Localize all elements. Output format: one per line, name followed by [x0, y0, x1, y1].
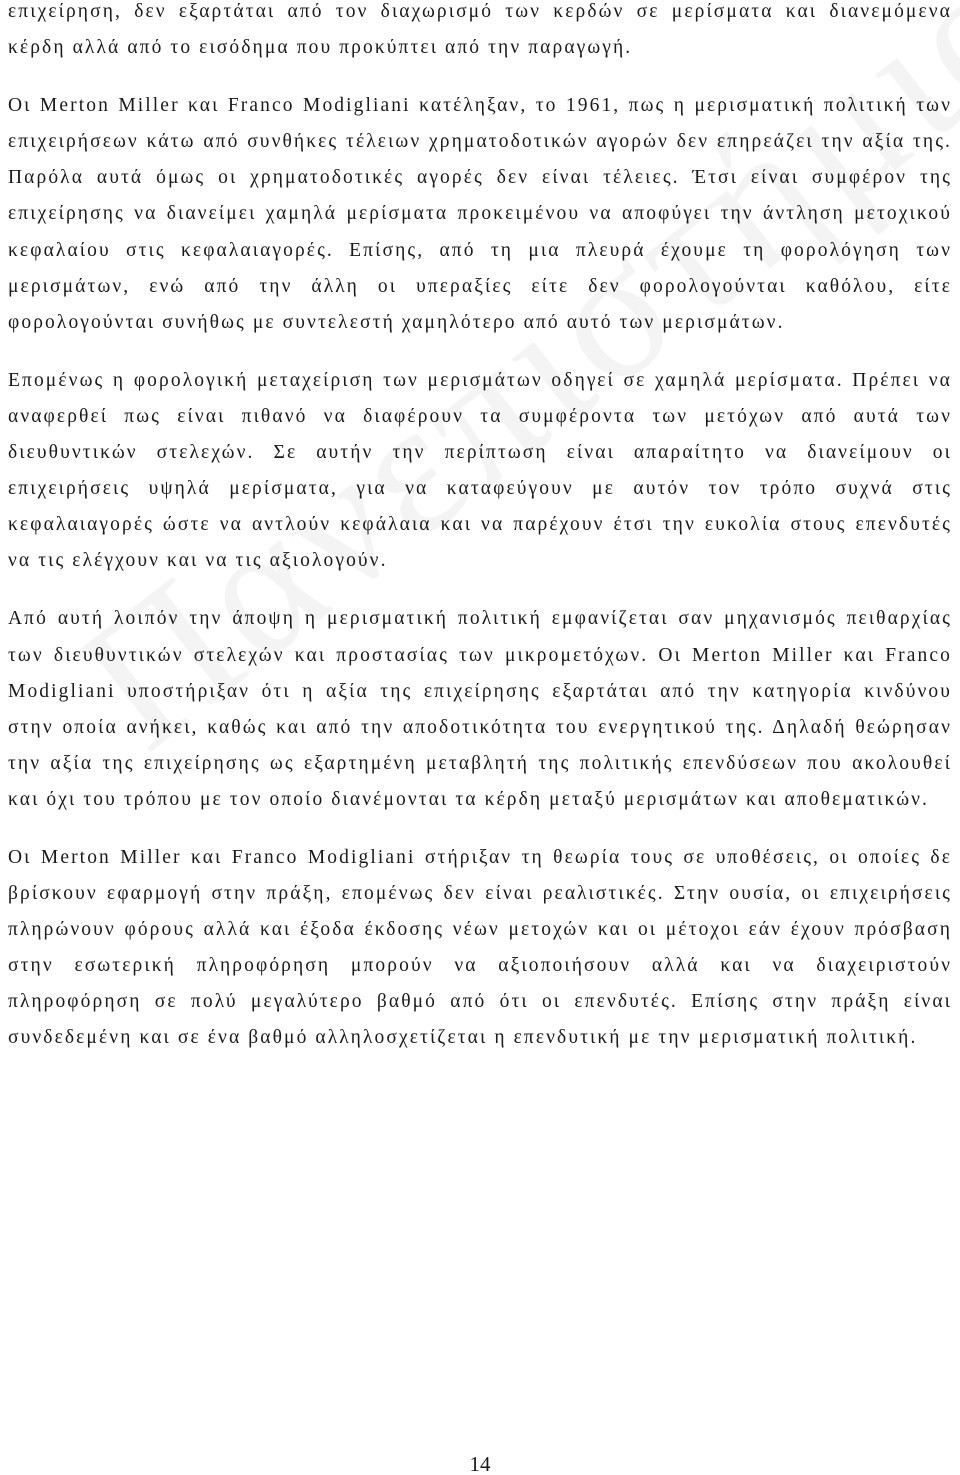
- paragraph-5: Οι Merton Miller και Franco Modigliani στήριξαν τη θεωρία τους σε υποθέσεις, οι οποίες δε βρίσκουν εφαρμογή στην πράξη, επομένως δεν είναι ρεαλιστικές. Στην ουσία, οι επιχειρήσεις πληρώνουν φόρους αλλά και έξοδα έκδοσης νέων μετοχών και οι μέτοχοι εάν έχουν πρόσβαση στην εσωτερική πληροφόρηση μπορούν να αξιοποιήσουν αλλά και να διαχειριστούν πληροφόρηση σε πολύ μεγαλύτερο βαθμό από ότι οι επενδυτές. Επίσης στην πράξη είναι συνδεδεμένη και σε ένα βαθμό αλληλοσχετίζεται η επενδυτική με την μερισματική πολιτική.: [8, 846, 952, 1049]
- paragraph-2: Οι Merton Miller και Franco Modigliani κατέληξαν, το 1961, πως η μερισματική πολιτική των επιχειρήσεων κάτω από συνθήκες τέλειων χρηματοδοτικών αγορών δεν επηρεάζει την αξία της. Παρόλα αυτά όμως οι χρηματοδοτικές αγορές δεν είναι τέλειες. Έτσι είναι συμφέρον της επιχείρησης να διανείμει χαμηλά μερίσματα προκειμένου να αποφύγει την άντληση μετοχικού κεφαλαίου στις κεφαλαιαγορές. Επίσης, από τη μια πλευρά έχουμε τη φορολόγηση των μερισμάτων, ενώ από την άλλη οι υπεραξίες είτε δεν φορολογούνται καθόλου, είτε φορολογούνται συνήθως με συντελεστή χαμηλότερο από αυτό των μερισμάτων.: [8, 95, 952, 333]
- page-number: 14: [469, 1452, 491, 1475]
- document-body: [8, 0, 952, 1057]
- paragraph-1: επιχείρηση, δεν εξαρτάται από τον διαχωρισμό των κερδών σε μερίσματα και διανεμόμενα κέρδη αλλά από το εισόδημα που προκύπτει από την παραγωγή.: [8, 1, 952, 59]
- paragraph-4: Από αυτή λοιπόν την άποψη η μερισματική πολιτική εμφανίζεται σαν μηχανισμός πειθαρχίας των διευθυντικών στελεχών και προστασίας των μικρομετόχων. Οι Merton Miller και Franco Modigliani υποστήριξαν ότι η αξία της επιχείρησης εξαρτάται από την κατηγορία κινδύνου στην οποία ανήκει, καθώς και από την αποδοτικότητα του ενεργητικού της. Δηλαδή θεώρησαν την αξία της επιχείρησης ως εξαρτημένη μεταβλητή της πολιτικής επενδύσεων που ακολουθεί και όχι του τρόπου με τον οποίο διανέμονται τα κέρδη μεταξύ μερισμάτων και αποθεματικών.: [8, 608, 952, 810]
- paragraph-3: Επομένως η φορολογική μεταχείριση των μερισμάτων οδηγεί σε χαμηλά μερίσματα. Πρέπει να αναφερθεί πως είναι πιθανό να διαφέρουν τα συμφέροντα των μετόχων από αυτά των διευθυντικών στελεχών. Σε αυτήν την περίπτωση είναι απαραίτητο να διανείμουν οι επιχειρήσεις υψηλά μερίσματα, για να καταφεύγουν με αυτόν τον τρόπο συχνά στις κεφαλαιαγορές ώστε να αντλούν κεφάλαια και να παρέχουν έτσι την ευκολία στους επενδυτές να τις ελέγχουν και να τις αξιολογούν.: [8, 369, 952, 572]
